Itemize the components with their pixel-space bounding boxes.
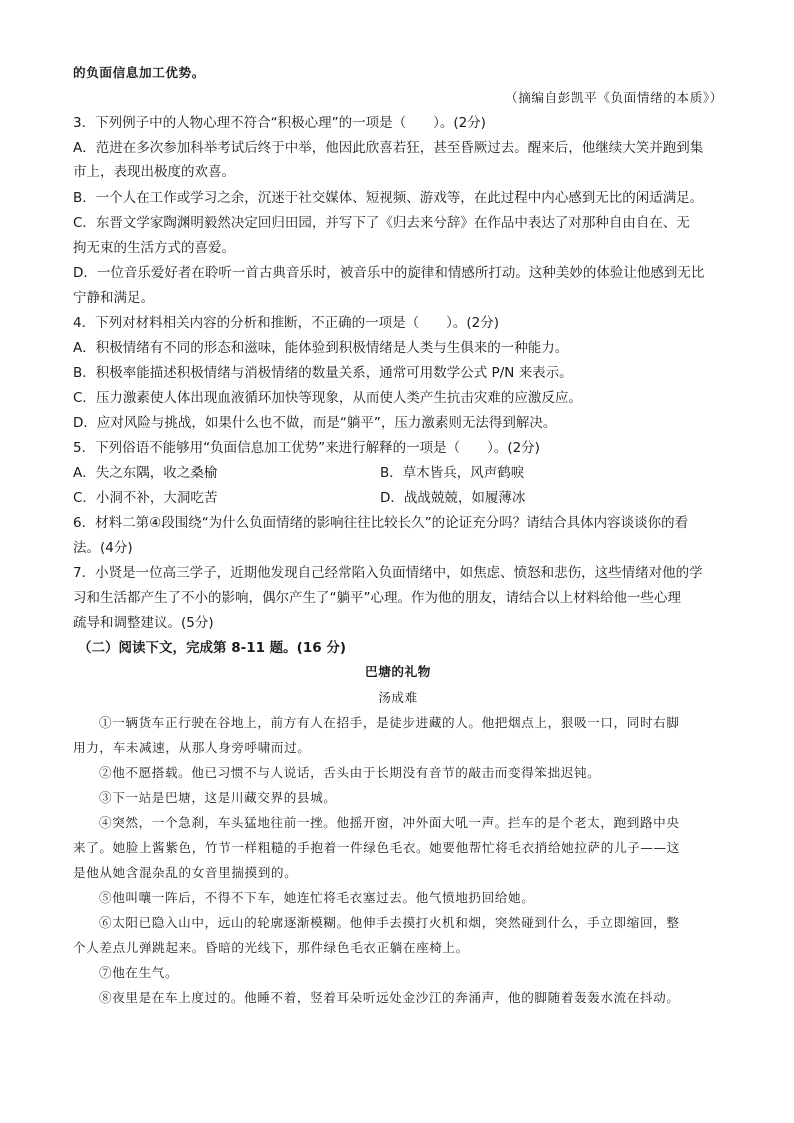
question-3-option-d-cont: 宁静和满足。 bbox=[73, 290, 154, 306]
story-paragraph-4-cont: 来了。她脸上酱紫色，竹节一样粗糙的手抱着一件绿色毛衣。她要他帮忙将毛衣捎给她拉萨的儿子——这 bbox=[73, 840, 680, 855]
continuation-line: 的负面信息加工优势。 bbox=[73, 65, 205, 80]
story-author: 汤成难 bbox=[378, 690, 418, 705]
question-7-line-1: 7．小贤是一位高三学子，近期他发现自己经常陷入负面情绪中，如焦虑、愤怒和悲伤，这些情绪对他的学 bbox=[73, 565, 703, 581]
story-paragraph-6-cont: 个人差点儿弹跳起来。昏暗的光线下，那件绿色毛衣正躺在座椅上。 bbox=[73, 940, 469, 955]
story-paragraph-4-end: 是他从她含混杂乱的女音里揣摸到的。 bbox=[73, 865, 298, 880]
question-3-option-a: A．范进在多次参加科举考试后终于中举，他因此欣喜若狂，甚至昏厥过去。醒来后，他继续大笑并跑到集 bbox=[73, 140, 704, 156]
section-2-heading: （二）阅读下文，完成第 8-11 题。(16 分) bbox=[78, 640, 347, 656]
story-title: 巴塘的礼物 bbox=[365, 664, 431, 679]
question-5-option-a: A．失之东隅，收之桑榆 bbox=[73, 465, 218, 481]
question-6-line-2: 法。(4分) bbox=[73, 540, 133, 556]
question-3-option-b: B．一个人在工作或学习之余，沉迷于社交媒体、短视频、游戏等，在此过程中内心感到无比的闲适满足。 bbox=[73, 190, 704, 206]
question-3-stem: 3．下列例子中的人物心理不符合“积极心理”的一项是（ ）。(2分) bbox=[73, 115, 486, 131]
story-paragraph-2: ②他不愿搭载。他已习惯不与人说话，舌头由于长期没有音节的敲击而变得笨拙迟钝。 bbox=[99, 765, 601, 780]
story-paragraph-8: ⑧夜里是在车上度过的。他睡不着，竖着耳朵听远处金沙江的奔涌声，他的脚随着轰轰水流在抖动。 bbox=[99, 990, 680, 1005]
question-3-option-d: D．一位音乐爱好者在聆听一首古典音乐时，被音乐中的旋律和情感所打动。这种美妙的体验让他感到无比 bbox=[73, 265, 705, 281]
question-5-option-b: B．草木皆兵，风声鹤唳 bbox=[380, 465, 525, 481]
question-5-option-c: C．小洞不补，大洞吃苦 bbox=[73, 490, 218, 506]
story-paragraph-1-cont: 用力，车未减速，从那人身旁呼啸而过。 bbox=[73, 740, 311, 755]
question-5-stem: 5．下列俗语不能够用“负面信息加工优势”来进行解释的一项是（ ）。(2分) bbox=[73, 440, 540, 456]
question-3-option-a-cont: 市上，表现出极度的欢喜。 bbox=[73, 164, 235, 180]
story-paragraph-1: ①一辆货车正行驶在谷地上，前方有人在招手，是徒步进藏的人。他把烟点上，狠吸一口，同时右脚 bbox=[99, 715, 680, 730]
question-5-option-d: D．战战兢兢，如履薄冰 bbox=[380, 490, 526, 506]
question-7-line-3: 疏导和调整建议。(5分) bbox=[73, 615, 214, 631]
question-3-option-c-cont: 拘无束的生活方式的喜爱。 bbox=[73, 240, 235, 256]
story-paragraph-3: ③下一站是巴塘，这是川藏交界的县城。 bbox=[99, 790, 337, 805]
story-paragraph-7: ⑦他在生气。 bbox=[99, 965, 179, 980]
source-citation: （摘编自彭凯平《负面情绪的本质》） bbox=[505, 90, 723, 105]
question-4-option-b: B．积极率能描述积极情绪与消极情绪的数量关系，通常可用数学公式 P/N 来表示。 bbox=[73, 365, 573, 381]
question-7-line-2: 习和生活都产生了不小的影响，偶尔产生了“躺平”心理。作为他的朋友，请结合以上材料给他一些心理 bbox=[73, 590, 681, 606]
story-paragraph-4: ④突然，一个急刹，车头猛地往前一挫。他摇开窗，冲外面大吼一声。拦车的是个老太，跑到路中央 bbox=[99, 815, 680, 830]
question-6-line-1: 6．材料二第④段围绕“为什么负面情绪的影响往往比较长久”的论证充分吗？请结合具体内容谈谈你的看 bbox=[73, 515, 689, 531]
story-paragraph-6: ⑥太阳已隐入山中，远山的轮廓逐渐模糊。他伸手去摸打火机和烟，突然碰到什么，手立即缩回，整 bbox=[99, 915, 680, 930]
question-4-stem: 4．下列对材料相关内容的分析和推断，不正确的一项是（ ）。(2分) bbox=[73, 315, 499, 331]
question-4-option-d: D．应对风险与挑战，如果什么也不做，而是“躺平”，压力激素则无法得到解决。 bbox=[73, 415, 557, 431]
story-paragraph-5: ⑤他叫嚷一阵后，不得不下车，她连忙将毛衣塞过去。他气愤地扔回给她。 bbox=[99, 890, 535, 905]
question-3-option-c: C．东晋文学家陶渊明毅然决定回归田园，并写下了《归去来兮辞》在作品中表达了对那种自由自在、无 bbox=[73, 215, 690, 231]
question-4-option-c: C．压力激素使人体出现血液循环加快等现象，从而使人类产生抗击灾难的应激反应。 bbox=[73, 390, 582, 406]
question-4-option-a: A．积极情绪有不同的形态和滋味，能体验到积极情绪是人类与生俱来的一种能力。 bbox=[73, 340, 569, 356]
